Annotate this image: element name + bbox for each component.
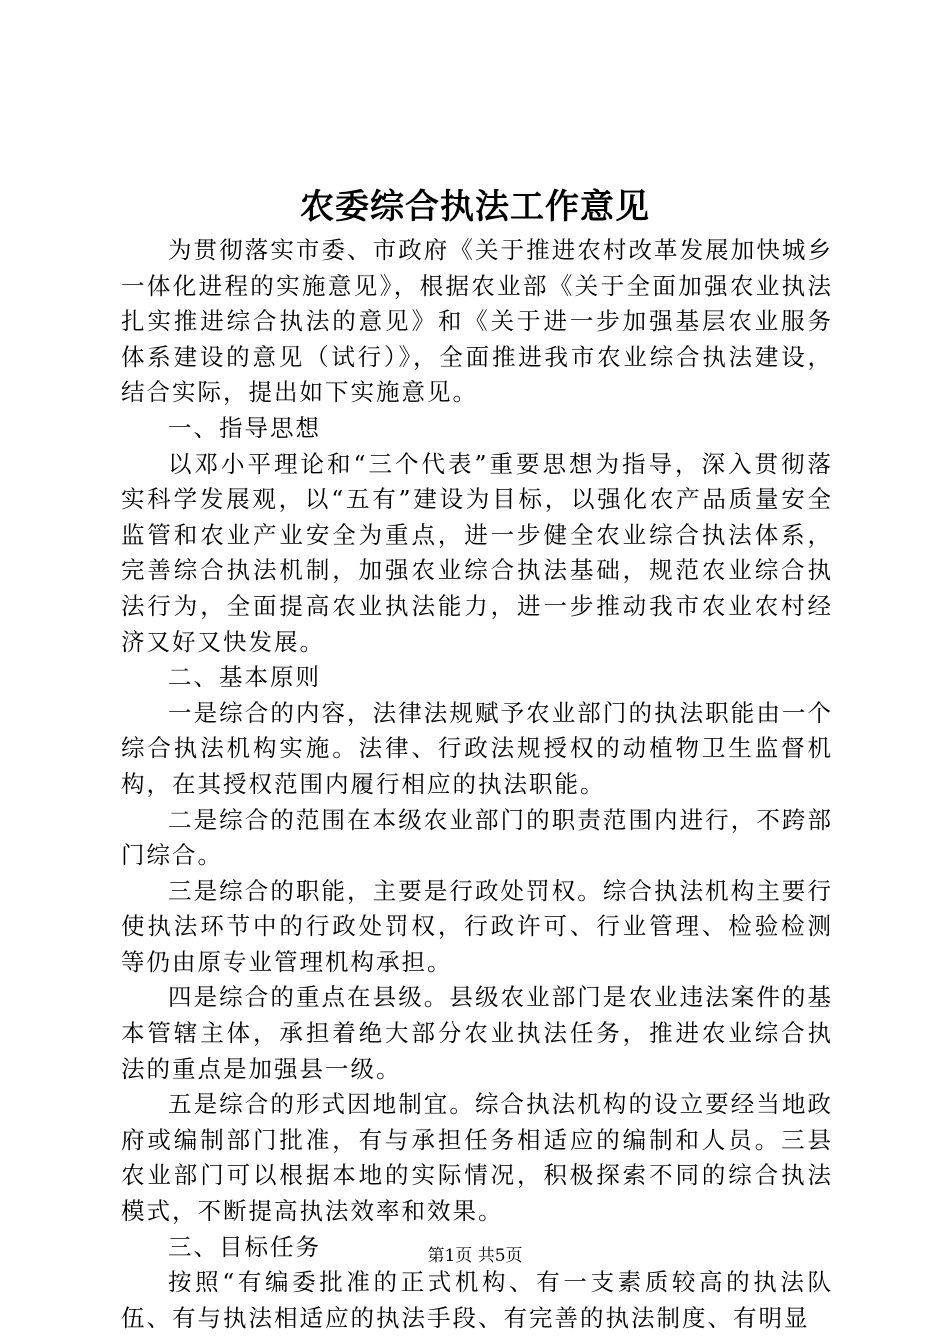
page-number-footer: 第1页 共5页	[427, 1246, 523, 1266]
document-body	[121, 233, 833, 1336]
intro-paragraph: 为贯彻落实市委、市政府《关于推进农村改革发展加快城乡一体化进程的实施意见》，根据农业部《关于全面加强农业执法扎实推进综合执法的意见》和《关于进一步加强基层农业服务体系建设的意见（试行）》，全面推进我市农业综合执法建设，结合实际，提出如下实施意见。	[121, 236, 833, 407]
principle-paragraph-3: 三是综合的职能，主要是行政处罚权。综合执法机构主要行使执法环节中的行政处罚权，行政许可、行业管理、检验检测等仍由原专业管理机构承担。	[121, 876, 833, 976]
principle-paragraph-1: 一是综合的内容，法律法规赋予农业部门的执法职能由一个综合执法机构实施。法律、行政法规授权的动植物卫生监督机构，在其授权范围内履行相应的执法职能。	[121, 698, 833, 798]
section-heading-guiding-thought: 一、指导思想	[168, 413, 321, 442]
principle-paragraph-4: 四是综合的重点在县级。县级农业部门是农业违法案件的基本管辖主体，承担着绝大部分农业执法任务，推进农业综合执法的重点是加强县一级。	[121, 983, 833, 1083]
principle-paragraph-5: 五是综合的形式因地制宜。综合执法机构的设立要经当地政府或编制部门批准，有与承担任务相适应的编制和人员。三县农业部门可以根据本地的实际情况，积极探索不同的综合执法模式，不断提高执法效率和效果。	[121, 1090, 833, 1226]
goals-tasks-paragraph: 按照“有编委批准的正式机构、有一支素质较高的执法队伍、有与执法相适应的执法手段、有完善的执法制度、有明显	[121, 1268, 833, 1332]
section-heading-goals-tasks: 三、目标任务	[168, 1232, 321, 1261]
section-heading-basic-principles: 二、基本原则	[168, 663, 321, 692]
document-title: 农委综合执法工作意见	[300, 187, 650, 227]
guiding-thought-paragraph: 以邓小平理论和“三个代表”重要思想为指导，深入贯彻落实科学发展观，以“五有”建设为目标，以强化农产品质量安全监管和农业产业安全为重点，进一步健全农业综合执法体系，完善综合执法机制，加强农业综合执法基础，规范农业综合执法行为，全面提高农业执法能力，进一步推动我市农业农村经济又好又快发展。	[121, 449, 833, 656]
principle-paragraph-2: 二是综合的范围在本级农业部门的职责范围内进行，不跨部门综合。	[121, 805, 833, 870]
